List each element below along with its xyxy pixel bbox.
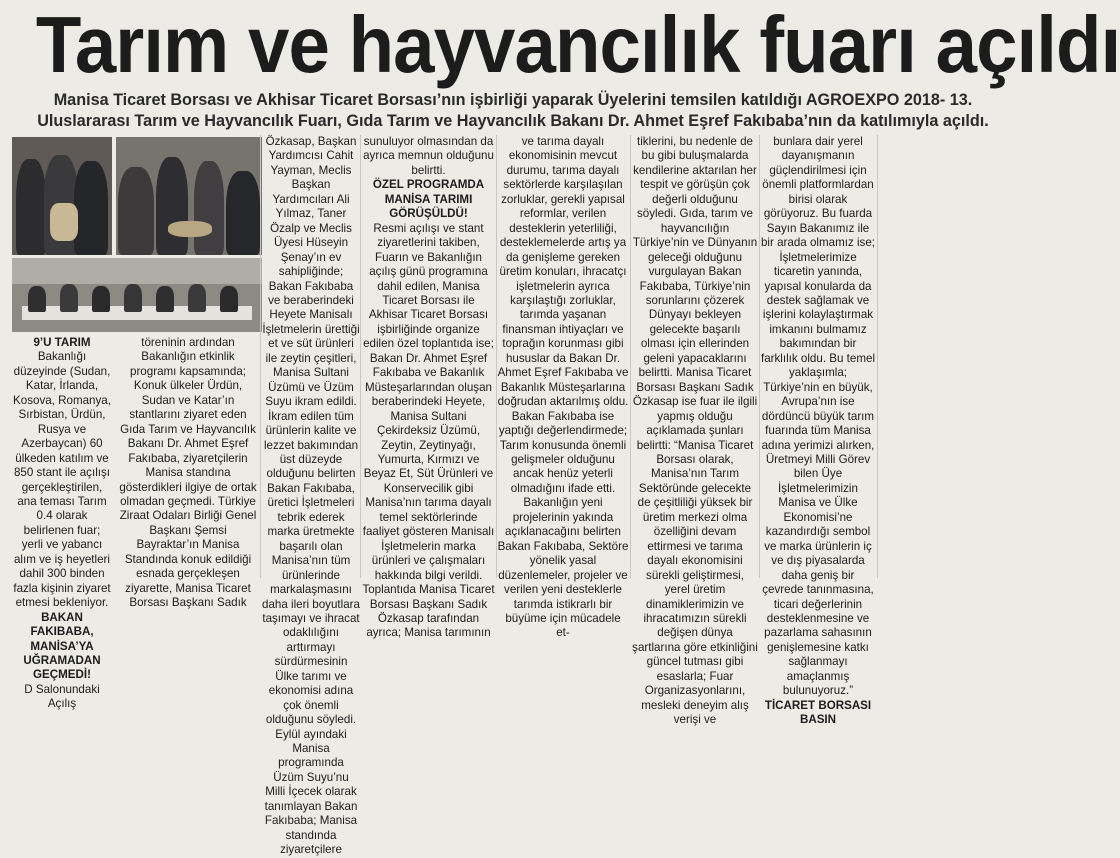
photo-stand-visit bbox=[116, 137, 262, 255]
photo-minister-gift bbox=[12, 137, 112, 255]
column-text: töreninin ardından Bakanlığın etkinlik programı kapsamında; Konuk ülkeler Ürdün, Sudan ve Katar’ın stantlarını ziyaret eden Gıda Tarım ve Hayvancılık Bakanı Dr. Ahmet Eşref Fakıbaba, ziyaretçilerin Manisa standına gösterdikleri ilgiye de ortak olmadan geçmedi. Türkiye Ziraat Odaları Birliği Genel Başkanı Şemsi Bayraktar’ın Manisa Standında konuk edildiği esnada gerçekleşen ziyarette, Manisa Ticaret Borsası Başkanı Sadık bbox=[119, 336, 257, 610]
article-column-1 bbox=[12, 336, 112, 711]
lead-in: 9’U TARIM bbox=[33, 336, 91, 349]
photo-meeting bbox=[12, 258, 262, 332]
article-column-2 bbox=[118, 336, 258, 610]
article-column-5 bbox=[497, 135, 629, 640]
column-text: sunuluyor olmasından da ayrıca memnun olduğunu belirtti. bbox=[363, 135, 494, 177]
column-text: Resmi açılışı ve stant ziyaretlerini takiben, Fuarın ve Bakanlığın açılış günü programına dahil edilen, Manisa Ticaret Borsası ile Akhisar Ticaret Borsası işbirliğinde organize edilen özel toplantıda ise; Bakan Dr. Ahmet Eşref Fakıbaba ve Bakanlık Müsteşarlarından oluşan beraberindeki Heyete, Manisa Sultani Çekirdeksiz Üzümü, Zeytin, Zeytinyağı, Yumurta, Kırmızı ve Beyaz Et, Süt Ürünleri ve Konservecilik gibi Manisa’nın tarıma dayalı temel sektörlerinde faaliyet gösteren Manisalı İşletmelerin marka ürünleri ve çalışmaları hakkında bilgi verildi. Toplantıda Manisa Ticaret Borsası Başkanı Sadık Özkasap tarafından ayrıca; Manisa tarımının bbox=[362, 221, 495, 640]
article-column-4 bbox=[362, 135, 495, 640]
column-text: ve tarıma dayalı ekonomisinin mevcut durumu, tarıma dayalı sektörlerde karşılaşılan zorluklar, gerekli yapısal reformlar, verilen desteklerin yeterliliği, desteklemelerde artış ya da genişleme gereken üretim konuları, ihracatçı işletmelerin ayrıca karşılaştığı zorluklar, tarımda yaşanan finansman ihtiyaçları ve toprağın korunması gibi hususlar da Bakan Dr. Ahmet Eşref Fakıbaba ve Bakanlık Müsteşarlarına doğrudan aktarılmış oldu. Bakan Fakıbaba ise yaptığı değerlendirmede; Tarım konusunda önemli gelişmeler olduğunu ancak henüz yeterli olmadığını ifade etti. Bakanlığın yeni projelerinin yakında açıklanacağını belirten Bakan Fakıbaba, Sektöre yönelik yasal düzenlemeler, projeler ve verilen yeni desteklerle tarımda istikrarlı bir büyüme için mücadele et- bbox=[497, 135, 629, 640]
subheading: ÖZEL PROGRAMDA MANİSA TARIMI GÖRÜŞÜLDÜ! bbox=[372, 178, 485, 221]
article-column-3 bbox=[262, 135, 360, 857]
column-text: Bakanlığı düzeyinde (Sudan, Katar, İrlanda, Kosova, Romanya, Sırbistan, Ürdün, Rusya ve Azerbaycan) 60 ülkeden katılım ve 850 stant ile açılışı gerçekleştirilen, ana teması Tarım 0.4 olarak belirlenen fuar; yerli ve yabancı alım ve iş heyetleri dahil 300 binden fazla kişinin ziyaret etmesi bekleniyor. bbox=[13, 350, 111, 610]
headline: Tarım ve hayvancılık fuarı açıldı bbox=[35, 0, 1120, 89]
column-text: bunlara dair yerel dayanışmanın güçlendirilmesi için önemli platformlardan birisi olarak görüyoruz. Bu fuarda Sayın Bakanımız ile bir arada olmamız ise; İşletmelerimize ticaretin yanında, yapısal konularda da destek sağlamak ve işlerini kolaylaştırmak imkanını bulmamız bakımından bir farklılık oldu. Bu temel yaklaşımla; Türkiye’nin en büyük, Avrupa’nın ise dördüncü büyük tarım fuarında tüm Manisa adına yerimizi alırken, Üretmeyi Milli Görev bilen Üye İşletmelerimizin Manisa ve Ülke Ekonomisi’ne kazandırdığı sembol ve marka ürünlerin iç ve dış piyasalarda daha geniş bir çevrede tanınmasına, ticari değerlerinin desteklenmesine ve pazarlama sahasının genişlemesine katkı sağlanmayı amaçlanmış bulunuyoruz.” bbox=[760, 135, 876, 698]
column-text: tiklerini, bu nedenle de bu gibi buluşmalarda kendilerine aktarılan her tespit ve görüşün çok değerli olduğunu söyledi. Gıda, tarım ve hayvancılığın Türkiye’nin ve Dünyanın geleceği olduğunu vurgulayan Bakan Fakıbaba, Türkiye’nin sorunlarını çözerek Dünyayı bekleyen gelecekte başarılı olması için ellerinden geleni yapacaklarını belirtti. Manisa Ticaret Borsası Başkanı Sadık Özkasap ise fuar ile ilgili yapmış olduğu açıklamada şunları belirtti: “Manisa Ticaret Borsası olarak, Manisa’nın Tarım Sektöründe gelecekte de çeşitliliği yüksek bir üretim merkezi olma özelliğini devam ettirmesi ve tarıma dayalı ekonomisini sürekli geliştirmesi, yerel üretim dinamiklerimizin ve ihracatımızın sürekli değişen dünya şartlarına göre etkinliğini güncel tutması gibi esaslarla; Fuar Organizasyonlarını, mesleki deneyim alış verişi ve bbox=[632, 135, 758, 727]
column-text: Özkasap, Başkan Yardımcısı Cahit Yayman, Meclis Başkan Yardımcıları Ali Yılmaz, Taner Özalp ve Meclis Üyesi Hüseyin Şenay’ın ev sahipliğinde; Bakan Fakıbaba ve beraberindeki Heyete Manisalı İşletmelerin ürettiği et ve süt ürünleri ile zeytin çeşitleri, Manisa Sultani Üzümü ve Üzüm Suyu ikram edildi. İkram edilen tüm ürünlerin kalite ve lezzet bakımından üst düzeyde olduğunu belirten Bakan Fakıbaba, üretici İşletmeleri tebrik ederek marka üretmekte başarılı olan Manisa’nın tüm ürünlerinde markalaşmasını daha ileri boyutlara taşımayı ve ihracat odaklılığını arttırmayı sürdürmesinin Ülke tarımı ve ekonomisi adına çok önemli olduğunu söyledi. Eylül ayındaki Manisa programında Üzüm Suyu’nu Milli İçecek olarak tanımlayan Bakan Fakıbaba; Manisa standında ziyaretçilere bbox=[262, 135, 360, 857]
lead-paragraph: Manisa Ticaret Borsası ve Akhisar Ticaret Borsası’nın işbirliği yaparak Üyelerini temsilen katıldığı AGROEXPO 2018- 13. Uluslararası Tarım ve Hayvancılık Fuarı, Gıda Tarım ve Hayvancılık Bakanı Dr. Ahmet Eşref Fakıbaba’nın da katılımıyla açıldı. bbox=[37, 91, 989, 130]
article-column-7 bbox=[760, 135, 876, 727]
subheading: BAKAN FAKIBABA, MANİSA’YA UĞRAMADAN GEÇMEDİ! bbox=[23, 610, 101, 682]
signature: TİCARET BORSASI BASIN bbox=[764, 698, 872, 727]
column-text: D Salonundaki Açılış bbox=[24, 682, 100, 711]
article-column-6 bbox=[632, 135, 758, 727]
